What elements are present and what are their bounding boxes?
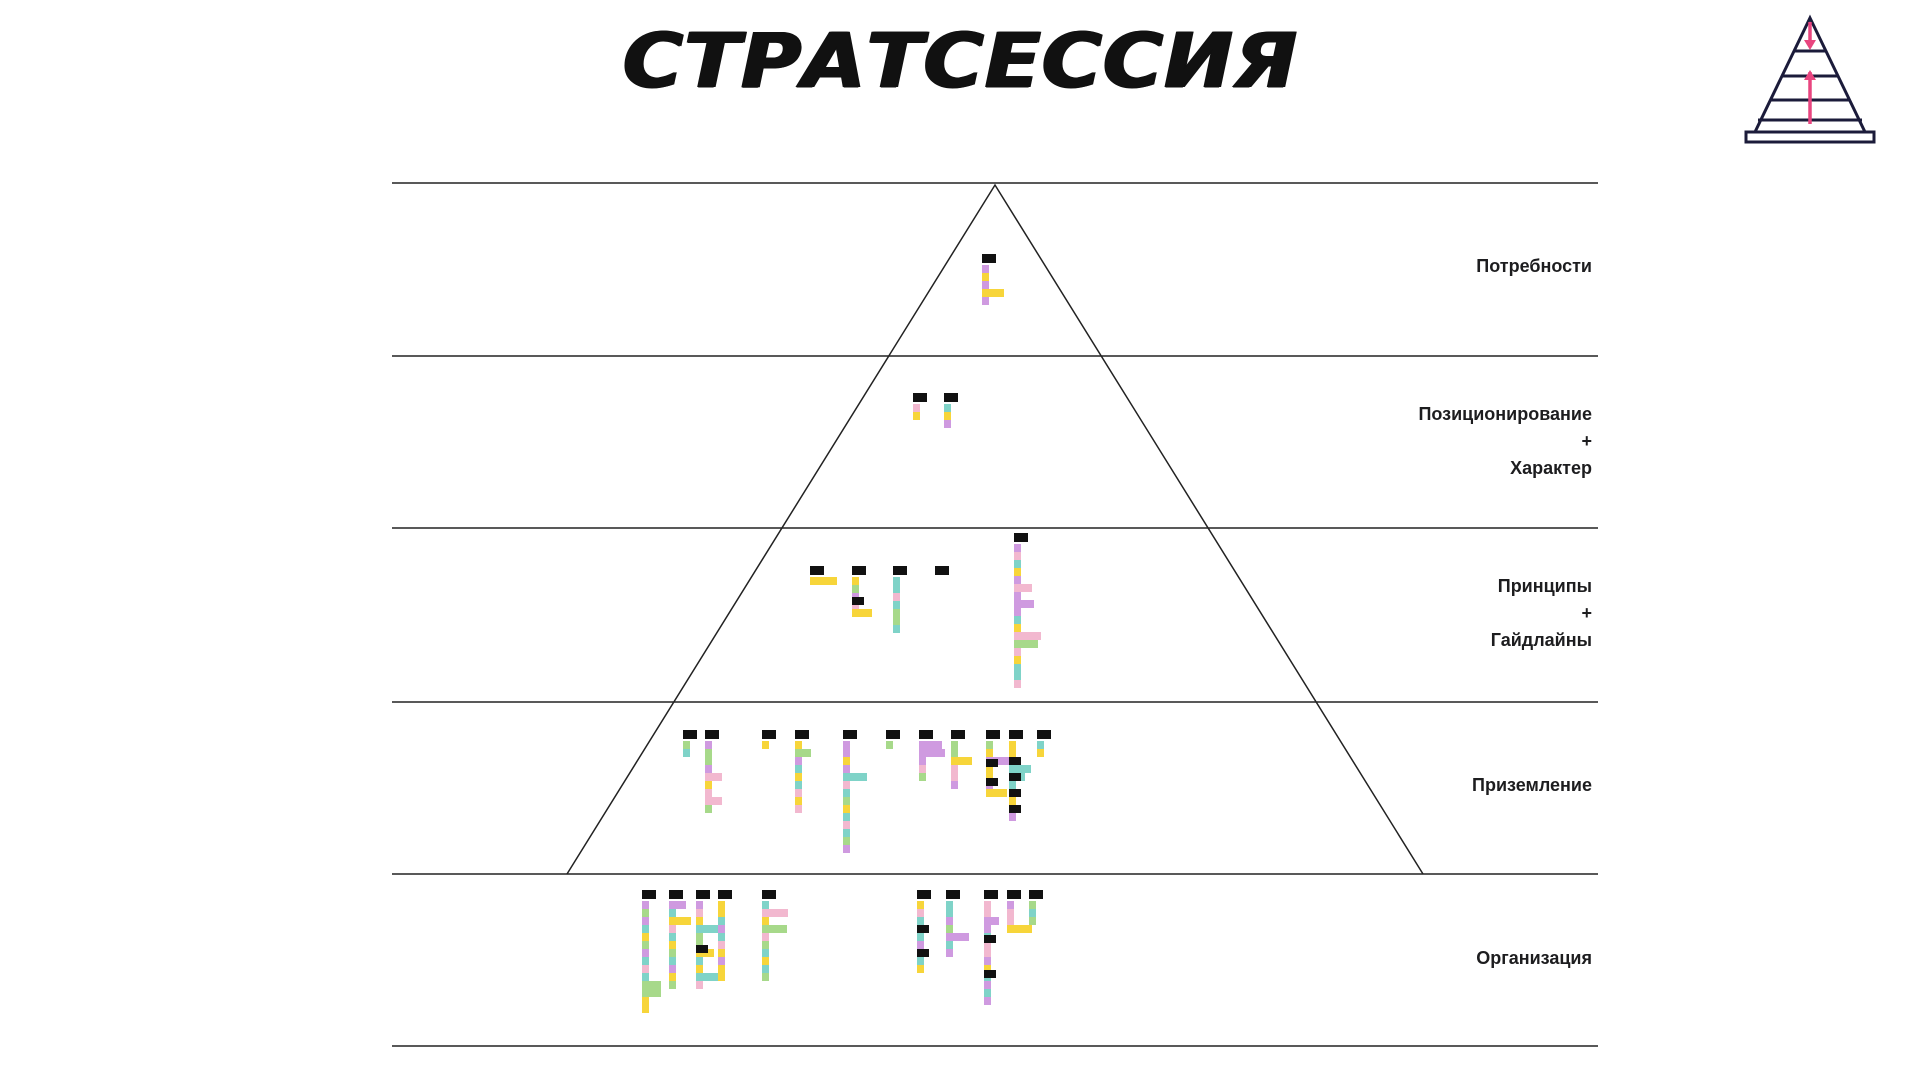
sticky-note <box>984 917 999 925</box>
sticky-header <box>982 254 996 263</box>
sticky-header <box>886 730 900 739</box>
sticky-note <box>893 593 900 601</box>
sticky-note <box>696 925 720 933</box>
sticky-header <box>1007 890 1021 899</box>
sticky-note <box>795 741 802 749</box>
sticky-note <box>1014 576 1021 584</box>
sticky-note <box>642 909 649 917</box>
sticky-header <box>1009 730 1023 739</box>
sticky-note <box>795 781 802 789</box>
sticky-note <box>843 797 850 805</box>
sticky-note <box>984 981 991 989</box>
sticky-note <box>718 965 725 973</box>
sticky-note <box>944 412 951 420</box>
sticky-note <box>718 957 725 965</box>
sticky-note <box>718 973 725 981</box>
sticky-header <box>762 890 776 899</box>
sticky-note <box>669 965 676 973</box>
sticky-note <box>683 749 690 757</box>
sticky-note <box>642 957 649 965</box>
sticky-header <box>669 890 683 899</box>
sticky-note <box>946 917 953 925</box>
sticky-note <box>795 789 802 797</box>
sticky-header <box>935 566 949 575</box>
sticky-note <box>893 577 900 585</box>
slide-title: СТРАТСЕССИЯ <box>622 17 1298 106</box>
sticky-header <box>1009 773 1021 781</box>
sticky-header <box>852 566 866 575</box>
sticky-note <box>1029 917 1036 925</box>
sticky-note <box>917 901 924 909</box>
sticky-note <box>718 925 725 933</box>
sticky-header <box>810 566 824 575</box>
sticky-note <box>984 949 991 957</box>
sticky-note <box>946 925 953 933</box>
sticky-note <box>705 781 712 789</box>
sticky-note <box>946 933 969 941</box>
sticky-note <box>795 797 802 805</box>
sticky-note <box>669 909 676 917</box>
sticky-note <box>917 965 924 973</box>
sticky-note <box>762 965 769 973</box>
sticky-note <box>919 765 926 773</box>
sticky-note <box>1009 749 1016 757</box>
sticky-note <box>795 765 802 773</box>
sticky-header <box>1009 789 1021 797</box>
sticky-note <box>982 273 989 281</box>
sticky-note <box>984 957 991 965</box>
sticky-note <box>718 917 725 925</box>
sticky-note <box>1014 608 1021 616</box>
sticky-note <box>843 773 867 781</box>
sticky-note <box>762 949 769 957</box>
level-label-organization <box>1272 945 1592 972</box>
sticky-note <box>718 909 725 917</box>
sticky-note <box>795 773 802 781</box>
sticky-header <box>917 890 931 899</box>
sticky-note <box>669 917 691 925</box>
sticky-note <box>1009 741 1016 749</box>
level-label-line: Принципы <box>1497 576 1592 596</box>
sticky-note <box>852 609 872 617</box>
sticky-note <box>683 741 690 749</box>
sticky-note <box>762 909 788 917</box>
sticky-note <box>984 901 991 909</box>
sticky-note <box>705 797 722 805</box>
sticky-note <box>893 601 900 609</box>
sticky-note <box>919 741 942 749</box>
sticky-header <box>683 730 697 739</box>
sticky-header <box>852 597 864 605</box>
sticky-header <box>944 393 958 402</box>
sticky-note <box>669 957 676 965</box>
sticky-note <box>696 973 721 981</box>
sticky-note <box>917 957 924 965</box>
sticky-note <box>843 821 850 829</box>
sticky-note <box>984 909 991 917</box>
sticky-note <box>669 901 686 909</box>
sticky-header <box>913 393 927 402</box>
sticky-note <box>669 981 676 989</box>
sticky-note <box>795 757 802 765</box>
sticky-note <box>705 773 722 781</box>
sticky-header <box>917 949 929 957</box>
sticky-note <box>705 765 712 773</box>
sticky-note <box>1029 909 1036 917</box>
sticky-note <box>642 949 649 957</box>
sticky-note <box>705 757 712 765</box>
sticky-note <box>982 281 989 289</box>
sticky-header <box>843 730 857 739</box>
sticky-note <box>642 1005 649 1013</box>
sticky-note <box>944 404 951 412</box>
sticky-note <box>893 585 900 593</box>
sticky-note <box>852 577 859 585</box>
sticky-note <box>642 973 649 981</box>
level-label-line: Приземление <box>1472 775 1592 795</box>
level-label-line: + <box>1581 431 1592 451</box>
sticky-note <box>669 925 676 933</box>
sticky-header <box>946 890 960 899</box>
sticky-note <box>1014 560 1021 568</box>
sticky-header <box>984 890 998 899</box>
sticky-note <box>642 901 649 909</box>
sticky-note <box>642 933 649 941</box>
sticky-note <box>917 941 924 949</box>
sticky-note <box>718 949 725 957</box>
sticky-note <box>843 765 850 773</box>
sticky-note <box>705 741 712 749</box>
level-label-line: Характер <box>1510 458 1592 478</box>
sticky-note <box>982 289 1004 297</box>
level-label-line: + <box>1581 603 1592 623</box>
sticky-note <box>1009 797 1016 805</box>
sticky-note <box>946 909 953 917</box>
sticky-note <box>1014 648 1021 656</box>
sticky-header <box>1029 890 1043 899</box>
sticky-header <box>1009 805 1021 813</box>
sticky-note <box>852 585 859 593</box>
sticky-note <box>696 981 703 989</box>
sticky-note <box>1007 901 1014 909</box>
level-label-line: Позиционирование <box>1418 404 1592 424</box>
level-label-line: Потребности <box>1476 256 1592 276</box>
sticky-note <box>810 577 837 585</box>
sticky-note <box>762 973 769 981</box>
sticky-note <box>762 925 787 933</box>
sticky-note <box>982 297 989 305</box>
sticky-note <box>1009 813 1016 821</box>
sticky-note <box>917 933 924 941</box>
sticky-note <box>705 805 712 813</box>
sticky-note <box>705 789 712 797</box>
level-label-line: Гайдлайны <box>1490 630 1592 650</box>
sticky-note <box>843 829 850 837</box>
sticky-note <box>1014 544 1021 552</box>
sticky-header <box>986 730 1000 739</box>
sticky-note <box>893 617 900 625</box>
sticky-note <box>705 749 712 757</box>
sticky-note <box>951 765 958 773</box>
sticky-note <box>1014 552 1021 560</box>
sticky-note <box>795 805 802 813</box>
sticky-header <box>919 730 933 739</box>
sticky-note <box>893 625 900 633</box>
sticky-note <box>1037 749 1044 757</box>
sticky-note <box>843 741 850 749</box>
level-label-needs <box>1272 253 1592 280</box>
sticky-note <box>642 981 661 989</box>
sticky-note <box>913 404 920 412</box>
sticky-note <box>1014 672 1021 680</box>
sticky-header <box>696 890 710 899</box>
sticky-note <box>1007 909 1014 917</box>
sticky-note <box>843 845 850 853</box>
sticky-note <box>642 965 649 973</box>
sticky-note <box>718 933 725 941</box>
sticky-note <box>1007 917 1014 925</box>
sticky-note-clusters <box>642 254 1051 1013</box>
sticky-note <box>1014 640 1038 648</box>
sticky-header <box>795 730 809 739</box>
sticky-note <box>1014 584 1032 592</box>
sticky-note <box>919 773 926 781</box>
sticky-note <box>696 917 703 925</box>
sticky-note <box>1014 616 1021 624</box>
sticky-note <box>1014 632 1041 640</box>
pyramid-outline <box>567 185 1423 874</box>
sticky-header <box>1009 757 1021 765</box>
sticky-note <box>762 741 769 749</box>
level-label-positioning <box>1272 401 1592 482</box>
sticky-note <box>843 749 850 757</box>
sticky-header <box>917 925 929 933</box>
sticky-note <box>917 917 924 925</box>
sticky-note <box>919 757 926 765</box>
sticky-note <box>944 420 951 428</box>
sticky-note <box>642 925 649 933</box>
sticky-note <box>951 741 958 749</box>
sticky-note <box>795 749 811 757</box>
sticky-note <box>986 741 993 749</box>
sticky-note <box>843 837 850 845</box>
sticky-note <box>951 749 958 757</box>
sticky-note <box>696 957 703 965</box>
sticky-note <box>917 909 924 917</box>
sticky-header <box>893 566 907 575</box>
sticky-note <box>1014 656 1021 664</box>
sticky-header <box>696 945 708 953</box>
sticky-note <box>843 781 850 789</box>
sticky-note <box>843 789 850 797</box>
sticky-note <box>642 917 649 925</box>
sticky-note <box>762 957 769 965</box>
sticky-note <box>642 989 661 997</box>
sticky-note <box>843 805 850 813</box>
sticky-note <box>1014 600 1034 608</box>
sticky-note <box>893 609 900 617</box>
sticky-note <box>669 949 676 957</box>
sticky-header <box>984 970 996 978</box>
sticky-header <box>642 890 656 899</box>
sticky-note <box>984 997 991 1005</box>
sticky-note <box>1009 765 1031 773</box>
sticky-note <box>762 941 769 949</box>
sticky-note <box>696 965 703 973</box>
sticky-header <box>986 778 998 786</box>
sticky-note <box>696 901 703 909</box>
sticky-note <box>762 917 769 925</box>
sticky-note <box>1037 741 1044 749</box>
sticky-note <box>913 412 920 420</box>
sticky-note <box>951 773 958 781</box>
sticky-note <box>669 933 676 941</box>
sticky-note <box>696 909 703 917</box>
sticky-header <box>984 935 996 943</box>
sticky-header <box>951 730 965 739</box>
sticky-note <box>669 973 676 981</box>
sticky-note <box>946 949 953 957</box>
sticky-note <box>696 933 703 941</box>
sticky-note <box>984 989 991 997</box>
sticky-note <box>986 789 1007 797</box>
sticky-note <box>1009 781 1016 789</box>
sticky-note <box>1014 568 1021 576</box>
sticky-note <box>762 933 769 941</box>
sticky-note <box>1029 901 1036 909</box>
sticky-header <box>986 759 998 767</box>
sticky-note <box>1014 680 1021 688</box>
sticky-note <box>843 813 850 821</box>
sticky-note <box>984 925 991 933</box>
sticky-note <box>669 941 676 949</box>
sticky-note <box>642 997 649 1005</box>
sticky-note <box>1007 925 1032 933</box>
sticky-note <box>946 941 953 949</box>
sticky-note <box>986 749 993 757</box>
sticky-header <box>1014 533 1028 542</box>
sticky-header <box>705 730 719 739</box>
sticky-note <box>946 901 953 909</box>
sticky-note <box>1014 624 1021 632</box>
sticky-note <box>951 757 972 765</box>
sticky-header <box>1037 730 1051 739</box>
sticky-note <box>843 757 850 765</box>
sticky-note <box>982 265 989 273</box>
sticky-note <box>718 941 725 949</box>
level-label-principles <box>1272 573 1592 654</box>
level-label-grounding <box>1272 772 1592 799</box>
sticky-note <box>1014 664 1021 672</box>
sticky-note <box>762 901 769 909</box>
sticky-header <box>718 890 732 899</box>
sticky-note <box>642 941 649 949</box>
sticky-note <box>718 901 725 909</box>
sticky-note <box>919 749 945 757</box>
sticky-note <box>951 781 958 789</box>
sticky-note <box>1014 592 1021 600</box>
sticky-header <box>762 730 776 739</box>
sticky-note <box>886 741 893 749</box>
level-label-line: Организация <box>1476 948 1592 968</box>
